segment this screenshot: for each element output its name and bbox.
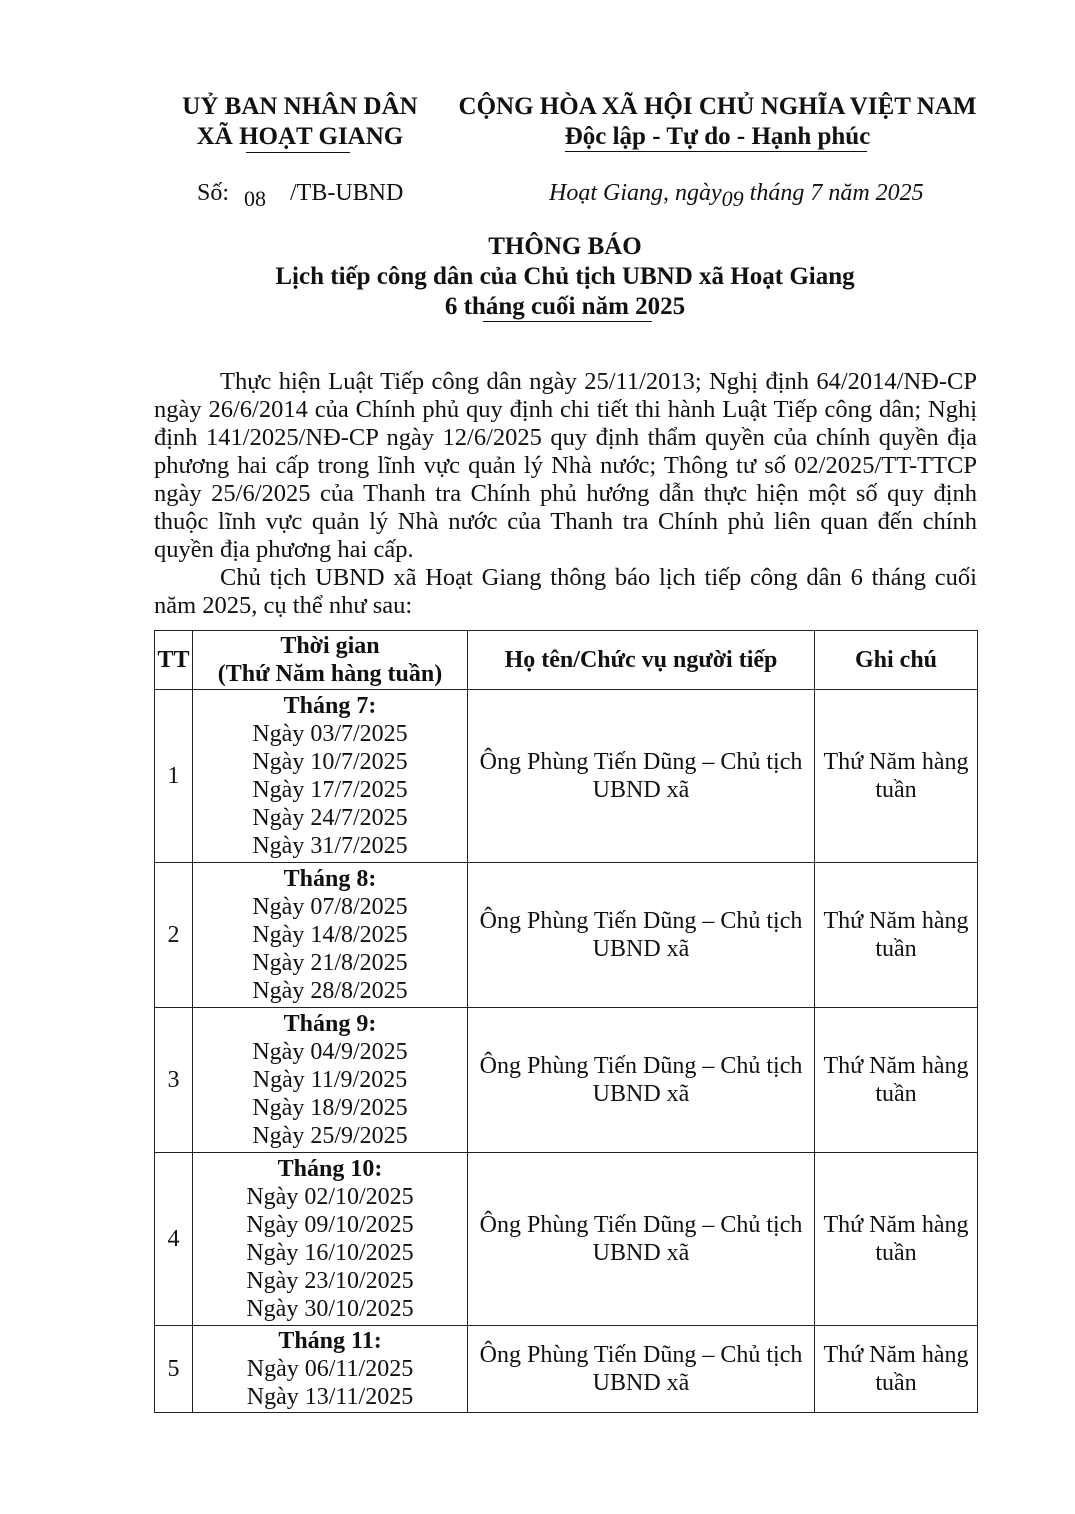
table-row (155, 690, 978, 863)
row-number: 4 (155, 1153, 193, 1326)
row-person (468, 690, 815, 863)
date-item: Ngày 30/10/2025 (246, 1296, 414, 1322)
date-item: Ngày 13/11/2025 (246, 1384, 414, 1410)
table-row (155, 863, 978, 1008)
month-label: Tháng 10: (277, 1156, 383, 1182)
row-dates (193, 1326, 468, 1413)
date-day: 09 (721, 186, 744, 211)
table-row (155, 1326, 978, 1413)
header-time-line1: Thời gian (280, 633, 380, 659)
national-motto: Độc lập - Tự do - Hạnh phúc (564, 123, 871, 150)
date-item: Ngày 17/7/2025 (252, 777, 408, 803)
note-line1: Thứ Năm hàng (823, 749, 969, 775)
org-name-line1: UỶ BAN NHÂN DÂN (182, 93, 418, 120)
legal-basis-paragraph: Thực hiện Luật Tiếp công dân ngày 25/11/2013; Nghị định 64/2014/NĐ-CP ngày 26/6/2014 của Chính phủ quy định chi tiết thi hành Luật Tiếp công dân; Nghị định 141/2025/NĐ-CP ngày 12/6/2025 quy định thẩm quyền của chính quyền địa phương hai cấp trong lĩnh vực quản lý Nhà nước; Thông tư số 02/2025/TT-TTCP ngày 25/6/2025 của Thanh tra Chính phủ hướng dẫn thực hiện một số quy định thuộc lĩnh vực quản lý Nhà nước của Thanh tra Chính phủ liên quan đến chính quyền địa phương hai cấp. (154, 368, 977, 563)
org-underline (246, 152, 350, 153)
row-person (468, 863, 815, 1008)
date-suffix: tháng 7 năm 2025 (743, 180, 924, 206)
row-person (468, 1153, 815, 1326)
row-person (468, 1326, 815, 1413)
row-note (815, 1008, 978, 1153)
title-line1: THÔNG BÁO (488, 233, 642, 260)
org-name-line2: XÃ HOẠT GIANG (196, 123, 404, 150)
row-note (815, 1326, 978, 1413)
person-line2: UBND xã (592, 1370, 690, 1396)
row-dates (193, 690, 468, 863)
note-line2: tuần (875, 1370, 917, 1396)
row-dates (193, 863, 468, 1008)
month-label: Tháng 9: (283, 1011, 377, 1037)
date-item: Ngày 31/7/2025 (252, 833, 408, 859)
date-prefix: Hoạt Giang, ngày (549, 180, 722, 206)
header-person: Họ tên/Chức vụ người tiếp (468, 631, 815, 690)
person-line2: UBND xã (592, 777, 690, 803)
person-line1: Ông Phùng Tiến Dũng – Chủ tịch (479, 1342, 803, 1368)
document-title (150, 232, 980, 322)
row-note (815, 1153, 978, 1326)
date-item: Ngày 28/8/2025 (252, 978, 408, 1004)
date-item: Ngày 07/8/2025 (252, 894, 408, 920)
place-and-date (549, 180, 924, 211)
note-line2: tuần (875, 1240, 917, 1266)
document-number: 08 (244, 186, 266, 211)
date-item: Ngày 06/11/2025 (246, 1356, 414, 1382)
date-item: Ngày 25/9/2025 (252, 1123, 408, 1149)
note-line1: Thứ Năm hàng (823, 908, 969, 934)
table-row (155, 1153, 978, 1326)
note-line2: tuần (875, 777, 917, 803)
date-item: Ngày 24/7/2025 (252, 805, 408, 831)
date-item: Ngày 03/7/2025 (252, 721, 408, 747)
header-time-line2: (Thứ Năm hàng tuần) (217, 661, 443, 687)
date-item: Ngày 11/9/2025 (252, 1067, 408, 1093)
title-line2: Lịch tiếp công dân của Chủ tịch UBND xã Hoạt Giang (275, 263, 855, 290)
table-row (155, 1008, 978, 1153)
table-header-row (155, 631, 978, 690)
note-line1: Thứ Năm hàng (823, 1342, 969, 1368)
person-line2: UBND xã (592, 936, 690, 962)
date-item: Ngày 14/8/2025 (252, 922, 408, 948)
national-header (455, 92, 980, 152)
row-note (815, 863, 978, 1008)
note-line1: Thứ Năm hàng (823, 1212, 969, 1238)
header-note: Ghi chú (815, 631, 978, 690)
row-dates (193, 1008, 468, 1153)
row-number: 2 (155, 863, 193, 1008)
month-label: Tháng 7: (283, 693, 377, 719)
row-number: 5 (155, 1326, 193, 1413)
announcement-paragraph: Chủ tịch UBND xã Hoạt Giang thông báo lịch tiếp công dân 6 tháng cuối năm 2025, cụ thể như sau: (154, 564, 977, 619)
title-underline (483, 321, 652, 322)
row-number: 1 (155, 690, 193, 863)
republic-name: CỘNG HÒA XÃ HỘI CHỦ NGHĨA VIỆT NAM (458, 93, 977, 120)
row-dates (193, 1153, 468, 1326)
note-line2: tuần (875, 936, 917, 962)
title-line3: 6 tháng cuối năm 2025 (444, 293, 686, 320)
row-number: 3 (155, 1008, 193, 1153)
date-item: Ngày 23/10/2025 (246, 1268, 414, 1294)
person-line1: Ông Phùng Tiến Dũng – Chủ tịch (479, 908, 803, 934)
document-number-suffix: /TB-UBND (290, 180, 404, 206)
row-note (815, 690, 978, 863)
date-item: Ngày 21/8/2025 (252, 950, 408, 976)
motto-underline (565, 151, 867, 152)
month-label: Tháng 8: (283, 866, 377, 892)
reception-schedule-table (154, 630, 978, 1413)
date-item: Ngày 16/10/2025 (246, 1240, 414, 1266)
person-line2: UBND xã (592, 1240, 690, 1266)
issuing-organization (170, 92, 430, 152)
date-item: Ngày 10/7/2025 (252, 749, 408, 775)
document-number-label: Số: (197, 180, 230, 206)
note-line1: Thứ Năm hàng (823, 1053, 969, 1079)
person-line1: Ông Phùng Tiến Dũng – Chủ tịch (479, 1053, 803, 1079)
date-item: Ngày 04/9/2025 (252, 1039, 408, 1065)
date-item: Ngày 18/9/2025 (252, 1095, 408, 1121)
header-tt: TT (155, 631, 193, 690)
row-person (468, 1008, 815, 1153)
date-item: Ngày 09/10/2025 (246, 1212, 414, 1238)
month-label: Tháng 11: (278, 1328, 382, 1354)
person-line1: Ông Phùng Tiến Dũng – Chủ tịch (479, 749, 803, 775)
header-time (193, 631, 468, 690)
note-line2: tuần (875, 1081, 917, 1107)
person-line1: Ông Phùng Tiến Dũng – Chủ tịch (479, 1212, 803, 1238)
date-item: Ngày 02/10/2025 (246, 1184, 414, 1210)
person-line2: UBND xã (592, 1081, 690, 1107)
